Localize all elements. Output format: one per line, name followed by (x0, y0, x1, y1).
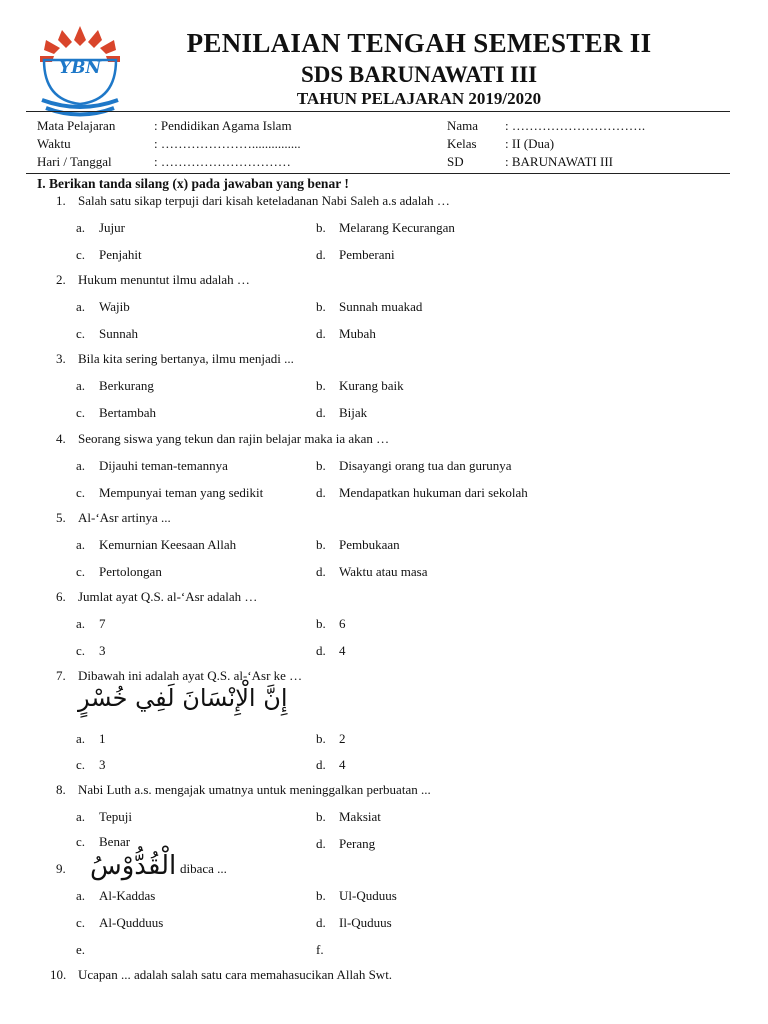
option-text: Bertambah (99, 405, 157, 420)
option-text: 3 (99, 643, 106, 658)
option-text: 6 (339, 616, 346, 631)
header-divider (26, 111, 730, 112)
arabic-word: الْقُدُّوْسُ (90, 851, 177, 881)
question-number: 10. (50, 967, 67, 982)
option-key: f. (316, 942, 324, 957)
question-number: 2. (56, 272, 66, 287)
academic-year: TAHUN PELAJARAN 2019/2020 (296, 89, 542, 108)
option-key: b. (316, 809, 326, 824)
option-text: Penjahit (99, 247, 142, 262)
info-label-school: SD (447, 154, 464, 169)
option-key: b. (316, 616, 326, 631)
option-key: a. (76, 378, 86, 393)
option-text: Benar (99, 834, 131, 849)
option-text: Maksiat (339, 809, 381, 824)
info-label-class: Kelas (447, 136, 477, 151)
option-key: c. (76, 834, 86, 849)
option-key: a. (76, 299, 86, 314)
info-label-date: Hari / Tanggal (37, 154, 112, 169)
option-text: 1 (99, 731, 106, 746)
school-name: SDS BARUNAWATI III (300, 62, 538, 87)
question-text: Hukum menuntut ilmu adalah … (78, 272, 250, 287)
info-divider (26, 173, 730, 174)
option-key: a. (76, 731, 86, 746)
section-instruction: I. Berikan tanda silang (x) pada jawaban yang benar ! (37, 176, 349, 191)
option-text: Al-Kaddas (99, 888, 156, 903)
option-text: 4 (339, 643, 346, 658)
info-value-name: : …………………………. (505, 118, 646, 133)
option-text: Al-Qudduus (99, 915, 164, 930)
option-text: Pertolongan (99, 564, 162, 579)
question-number: 4. (56, 431, 66, 446)
option-text: 4 (339, 757, 346, 772)
question-text: Ucapan ... adalah salah satu cara memahasucikan Allah Swt. (78, 967, 393, 982)
option-text: Dijauhi teman-temannya (99, 458, 228, 473)
option-key: d. (316, 836, 326, 851)
question-number: 5. (56, 510, 66, 525)
info-value-date: : ………………………… (154, 154, 291, 169)
option-text: Sunnah (99, 326, 138, 341)
option-key: c. (76, 326, 86, 341)
option-text: Jujur (99, 220, 125, 235)
option-text: Bijak (339, 405, 368, 420)
info-label-subject: Mata Pelajaran (37, 118, 116, 133)
option-key: d. (316, 247, 326, 262)
option-key: d. (316, 485, 326, 500)
option-key: a. (76, 888, 86, 903)
option-text: Wajib (99, 299, 130, 314)
question-number: 3. (56, 351, 66, 366)
option-key: b. (316, 220, 326, 235)
option-key: b. (316, 731, 326, 746)
option-key: c. (76, 247, 86, 262)
option-key: c. (76, 405, 86, 420)
question-text: Salah satu sikap terpuji dari kisah keteladanan Nabi Saleh a.s adalah … (78, 193, 450, 208)
option-key: a. (76, 220, 86, 235)
option-key: a. (76, 458, 86, 473)
option-text: Disayangi orang tua dan gurunya (339, 458, 512, 473)
option-key: d. (316, 326, 326, 341)
option-text: Pembukaan (339, 537, 400, 552)
option-key: d. (316, 643, 326, 658)
question-text: Dibawah ini adalah ayat Q.S. al-‘Asr ke … (78, 668, 303, 683)
info-value-school: : BARUNAWATI III (505, 154, 613, 169)
arabic-verse: إِنَّ الْإِنْسَانَ لَفِي خُسْرٍ (78, 684, 288, 712)
question-number: 7. (56, 668, 66, 683)
question-text: Seorang siswa yang tekun dan rajin belajar maka ia akan … (78, 431, 390, 446)
option-text: 3 (99, 757, 106, 772)
option-key: b. (316, 299, 326, 314)
info-value-class: : II (Dua) (505, 136, 555, 151)
question-text: Jumlat ayat Q.S. al-‘Asr adalah … (78, 589, 258, 604)
option-text: Berkurang (99, 378, 154, 393)
option-key: c. (76, 485, 86, 500)
question-number: 1. (56, 193, 66, 208)
question-text: dibaca ... (180, 861, 227, 876)
info-value-time: : …………………............... (154, 136, 301, 151)
option-key: c. (76, 643, 86, 658)
option-key: d. (316, 915, 326, 930)
option-key: b. (316, 458, 326, 473)
question-text: Al-‘Asr artinya ... (78, 510, 171, 525)
option-text: Melarang Kecurangan (339, 220, 455, 235)
option-key: a. (76, 616, 86, 631)
question-number: 9. (56, 861, 66, 876)
option-text: Kurang baik (339, 378, 404, 393)
option-key: d. (316, 405, 326, 420)
option-text: Perang (339, 836, 376, 851)
info-value-subject: : Pendidikan Agama Islam (154, 118, 292, 133)
option-key: b. (316, 537, 326, 552)
option-text: Tepuji (99, 809, 133, 824)
option-text: Mendapatkan hukuman dari sekolah (339, 485, 528, 500)
option-key: a. (76, 809, 86, 824)
option-key: c. (76, 757, 86, 772)
option-key: b. (316, 378, 326, 393)
option-key: c. (76, 564, 86, 579)
option-key: b. (316, 888, 326, 903)
page-title: PENILAIAN TENGAH SEMESTER II (186, 28, 652, 58)
question-number: 8. (56, 782, 66, 797)
logo-text: YBN (58, 58, 102, 78)
option-text: 2 (339, 731, 346, 746)
option-key: a. (76, 537, 86, 552)
option-text: 7 (99, 616, 106, 631)
info-label-name: Nama (447, 118, 479, 133)
option-key: d. (316, 564, 326, 579)
option-text: Ul-Quduus (339, 888, 397, 903)
option-text: Mempunyai teman yang sedikit (99, 485, 264, 500)
question-text: Bila kita sering bertanya, ilmu menjadi ... (78, 351, 294, 366)
info-label-time: Waktu (37, 136, 71, 151)
option-text: Mubah (339, 326, 376, 341)
option-text: Il-Quduus (339, 915, 392, 930)
option-key: c. (76, 915, 86, 930)
option-text: Sunnah muakad (339, 299, 423, 314)
option-text: Waktu atau masa (339, 564, 428, 579)
option-text: Kemurnian Keesaan Allah (99, 537, 237, 552)
option-key: e. (76, 942, 86, 957)
question-text: Nabi Luth a.s. mengajak umatnya untuk meninggalkan perbuatan ... (78, 782, 431, 797)
option-text: Pemberani (339, 247, 395, 262)
question-number: 6. (56, 589, 66, 604)
option-key: d. (316, 757, 326, 772)
